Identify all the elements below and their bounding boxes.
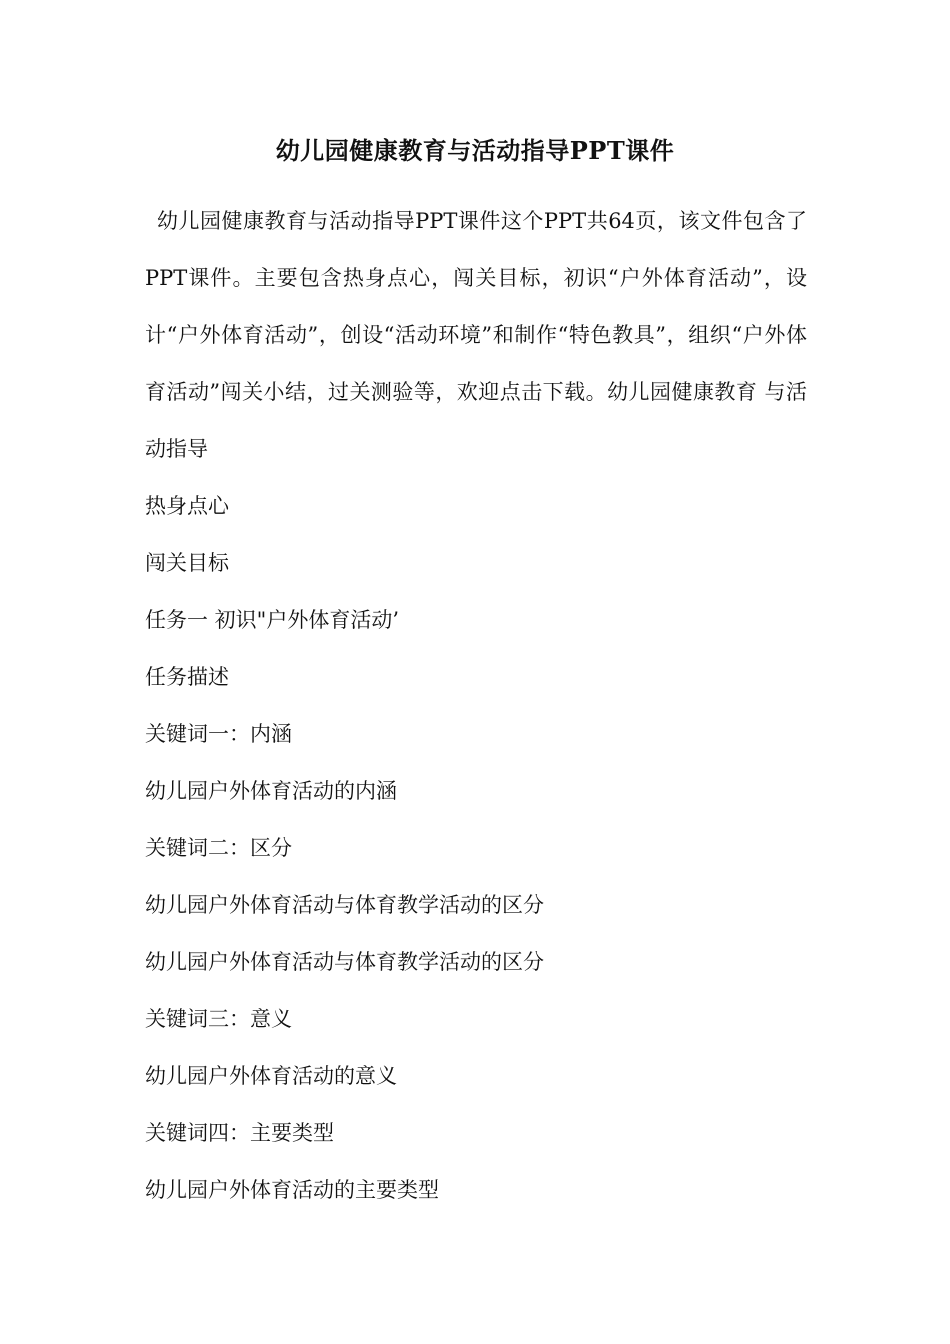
content-line: 关键词四：主要类型 <box>145 1121 334 1145</box>
content-line: 热身点心 <box>145 494 229 518</box>
content-line: 任务一 初识"户外体育活动’ <box>145 608 400 632</box>
intro-paragraph: 幼儿园健康教育与活动指导PPT课件这个PPT共64页，该文件包含了PPT课件。主要包含热身点心，闯关目标，初识“户外体育活动”，设计“户外体育活动”，创设“活动环境”和制作“特色教具”，组织“户外体育活动”闯关小结，过关测验等，欢迎点击下载。幼儿园健康教育 与活动指导 <box>145 209 807 461</box>
content-line: 幼儿园户外体育活动与体育教学活动的区分 <box>145 893 544 917</box>
content-lines <box>145 478 807 1219</box>
content-line: 幼儿园户外体育活动的主要类型 <box>145 1178 439 1202</box>
document-title: 幼儿园健康教育与活动指导PPT课件 <box>275 136 675 165</box>
content-line: 闯关目标 <box>145 551 229 575</box>
content-line: 幼儿园户外体育活动的内涵 <box>145 779 397 803</box>
content-line: 关键词一：内涵 <box>145 722 292 746</box>
content-line: 关键词二：区分 <box>145 836 292 860</box>
content-line: 幼儿园户外体育活动与体育教学活动的区分 <box>145 950 544 974</box>
content-line: 任务描述 <box>145 665 229 689</box>
content-line: 关键词三：意义 <box>145 1007 292 1031</box>
content-line: 幼儿园户外体育活动的意义 <box>145 1064 397 1088</box>
